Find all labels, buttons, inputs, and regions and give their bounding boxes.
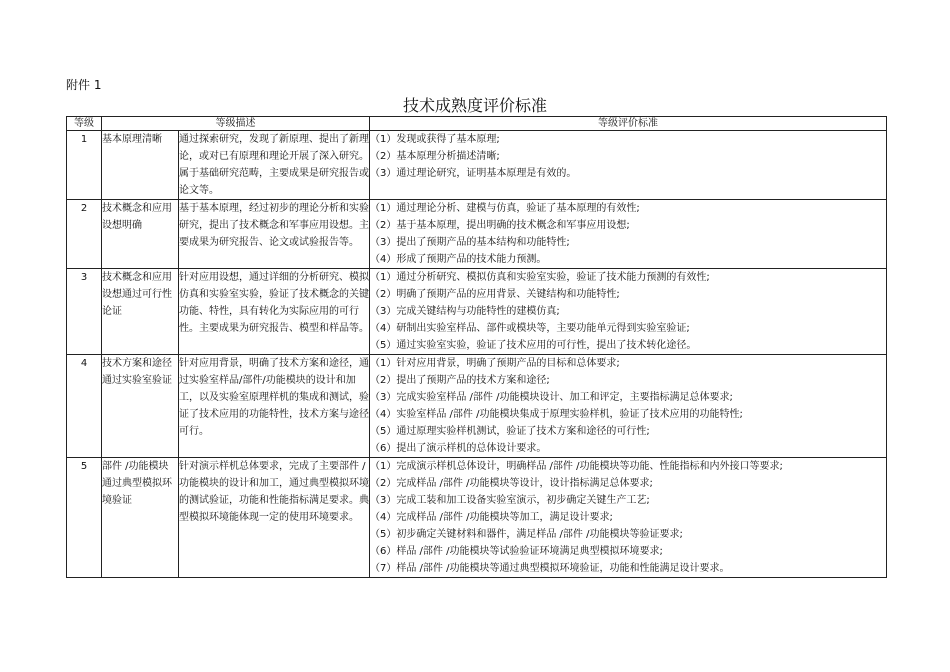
criteria-item: （3）完成关键结构与功能特性的建模仿真; [370,306,560,317]
header-level: 等级 [67,117,102,131]
criteria-item: （4）形成了预期产品的技术能力预测。 [370,254,547,265]
criteria-cell [370,355,887,458]
criteria-item: （1）通过理论分析、建模与仿真，验证了基本原理的有效性; [370,203,640,214]
level-description-cell: 针对演示样机总体要求，完成了主要部件 /功能模块的设计和加工，通过典型模拟环境的测试验证，功能和性能指标满足要求。典型模拟环境能体现一定的使用环境要求。 [179,458,370,578]
header-criteria: 等级评价标准 [370,117,887,131]
level-description-cell: 基于基本原理，经过初步的理论分析和实验研究，提出了技术概念和军事应用设想。主要成果为研究报告、论文或试验报告等。 [179,200,370,269]
header-description: 等级描述 [102,117,370,131]
level-name-cell: 部件 /功能模块通过典型模拟环境验证 [102,458,179,578]
criteria-item: （4）研制出实验室样品、部件或模块等，主要功能单元得到实验室验证; [370,323,690,334]
criteria-item: （2）提出了预期产品的技术方案和途径; [370,375,550,386]
criteria-item: （6）提出了演示样机的总体设计要求。 [370,443,547,454]
level-name-cell: 技术概念和应用设想通过可行性论证 [102,269,179,355]
level-cell: 1 [67,131,102,200]
level-name-cell: 技术概念和应用设想明确 [102,200,179,269]
table-row [67,131,887,200]
criteria-item: （2）明确了预期产品的应用背景、关键结构和功能特性; [370,289,620,300]
level-cell: 4 [67,355,102,458]
level-name-cell: 基本原理清晰 [102,131,179,200]
criteria-item: （5）通过原理实验样机测试，验证了技术方案和途径的可行性; [370,426,650,437]
criteria-item: （1）完成演示样机总体设计，明确样品 /部件 /功能模块等功能、性能指标和内外接口等要求; [370,461,783,472]
criteria-item: （1）通过分析研究、模拟仿真和实验室实验，验证了技术能力预测的有效性; [370,272,710,283]
criteria-cell [370,131,887,200]
level-name-cell: 技术方案和途径通过实验室验证 [102,355,179,458]
criteria-cell [370,200,887,269]
table-row [67,200,887,269]
criteria-cell [370,458,887,578]
table-row [67,269,887,355]
table-row [67,458,887,578]
criteria-item: （1）发现或获得了基本原理; [370,134,500,145]
criteria-item: （3）通过理论研究，证明基本原理是有效的。 [370,168,577,179]
level-cell: 2 [67,200,102,269]
level-description-cell: 针对应用设想，通过详细的分析研究、模拟仿真和实验室实验，验证了技术概念的关键功能、特性，具有转化为实际应用的可行性。主要成果为研究报告、模型和样品等。 [179,269,370,355]
criteria-item: （5）初步确定关键材料和器件，满足样品 /部件 /功能模块等验证要求; [370,529,683,540]
criteria-item: （2）完成样品 /部件 /功能模块等设计，设计指标满足总体要求; [370,478,653,489]
criteria-item: （3）提出了预期产品的基本结构和功能特性; [370,237,570,248]
level-cell: 3 [67,269,102,355]
annex-label: 附件 1 [66,78,102,92]
criteria-item: （3）完成实验室样品 /部件 /功能模块设计、加工和评定，主要指标满足总体要求; [370,392,733,403]
document-title: 技术成熟度评价标准 [402,96,547,115]
table-row [67,355,887,458]
criteria-item: （3）完成工装和加工设备实验室演示，初步确定关键生产工艺; [370,495,650,506]
criteria-item: （1）针对应用背景，明确了预期产品的目标和总体要求; [370,358,620,369]
table-header-row [67,117,887,131]
level-cell: 5 [67,458,102,578]
trl-table [66,116,887,578]
criteria-item: （4）实验室样品 /部件 /功能模块集成于原理实验样机，验证了技术应用的功能特性; [370,409,743,420]
criteria-cell [370,269,887,355]
criteria-item: （2）基于基本原理，提出明确的技术概念和军事应用设想; [370,220,630,231]
criteria-item: （7）样品 /部件 /功能模块等通过典型模拟环境验证，功能和性能满足设计要求。 [370,563,730,574]
level-description-cell: 通过探索研究，发现了新原理、提出了新理论，或对已有原理和理论开展了深入研究。属于基础研究范畴，主要成果是研究报告或论文等。 [179,131,370,200]
criteria-item: （5）通过实验室实验，验证了技术应用的可行性，提出了技术转化途径。 [370,340,697,351]
level-description-cell: 针对应用背景，明确了技术方案和途径，通过实验室样品/部件/功能模块的设计和加工，以及实验室原理样机的集成和测试，验证了技术应用的功能特性，技术方案与途径可行。 [179,355,370,458]
criteria-item: （4）完成样品 /部件 /功能模块等加工，满足设计要求; [370,512,613,523]
criteria-item: （2）基本原理分析描述清晰; [370,151,500,162]
criteria-item: （6）样品 /部件 /功能模块等试验验证环境满足典型模拟环境要求; [370,546,663,557]
